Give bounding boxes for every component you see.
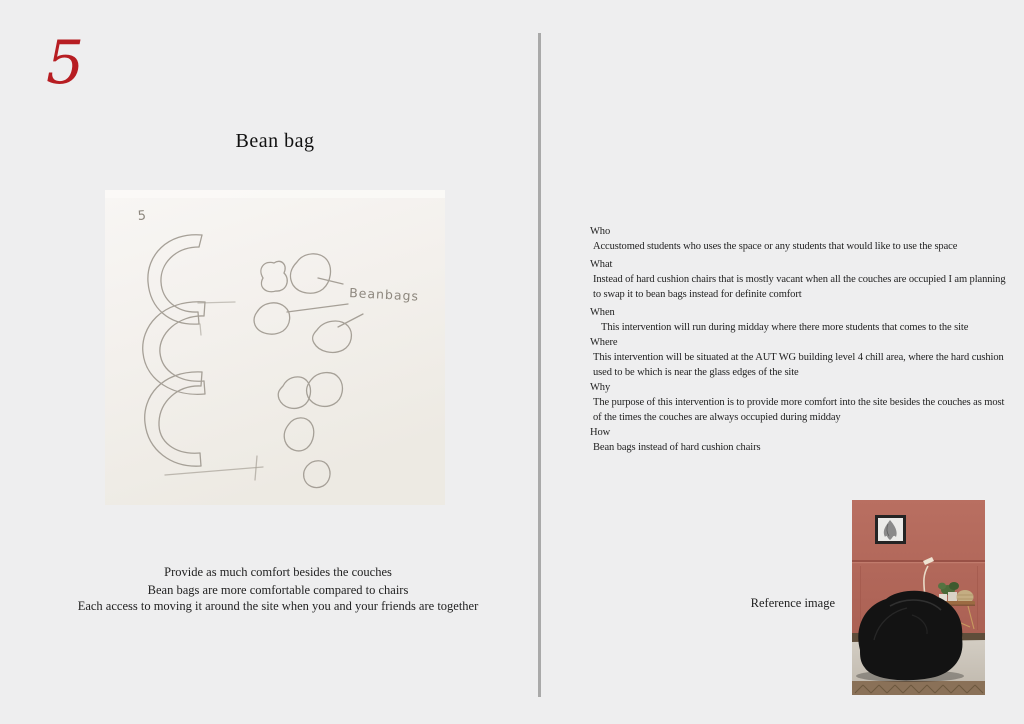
qa-section-what <box>584 257 1008 302</box>
sketch-paper <box>105 190 445 505</box>
qa-label: When <box>590 307 615 318</box>
page-number: 5 <box>46 28 85 98</box>
framed-picture <box>875 515 906 544</box>
page-title: Bean bag <box>235 130 315 152</box>
qa-section-when <box>584 305 1008 335</box>
qa-label: How <box>590 427 611 438</box>
summary-line: Each access to moving it around the site when you and your friends are together <box>77 599 479 613</box>
qa-label: Where <box>590 337 618 348</box>
qa-body: The purpose of this intervention is to provide more comfort into the site besides the couches as most of the times the couches are always occupied during midday <box>593 397 1005 423</box>
qa-section-how <box>584 425 1008 455</box>
vertical-divider <box>538 33 541 697</box>
reference-caption: Reference image <box>750 596 835 610</box>
handwritten-label: Beanbags <box>348 285 420 304</box>
summary-notes <box>40 564 516 614</box>
summary-line: Provide as much comfort besides the couches <box>164 565 392 579</box>
qa-section-who <box>584 224 1008 254</box>
sketch-drawing <box>105 190 445 505</box>
qa-body: Accustomed students who uses the space or any students that would like to use the space <box>593 241 958 252</box>
qa-label: Who <box>590 226 611 237</box>
summary-line: Bean bags are more comfortable compared to chairs <box>147 583 409 597</box>
reference-image <box>852 500 985 695</box>
qa-body: Bean bags instead of hard cushion chairs <box>593 442 761 453</box>
qa-body: Instead of hard cushion chairs that is mostly vacant when all the couches are occupied I am planning to swap it to bean bags instead for definite comfort <box>593 274 1006 300</box>
herringbone-floor <box>852 681 985 695</box>
handwritten-number: 5 <box>137 208 147 224</box>
paper-highlight <box>105 190 445 198</box>
qa-label: Why <box>590 382 611 393</box>
qa-section-why <box>584 380 1008 425</box>
qa-label: What <box>590 259 613 270</box>
sketch-image <box>105 190 445 505</box>
qa-body: This intervention will run during midday where there more students that comes to the site <box>601 322 969 333</box>
reference-photo <box>852 500 985 695</box>
qa-section-where <box>584 335 1008 380</box>
qa-body: This intervention will be situated at the AUT WG building level 4 chill area, where the hard cushion used to be which is near the glass edges of the site <box>593 352 1004 378</box>
qa-block <box>584 224 1008 455</box>
